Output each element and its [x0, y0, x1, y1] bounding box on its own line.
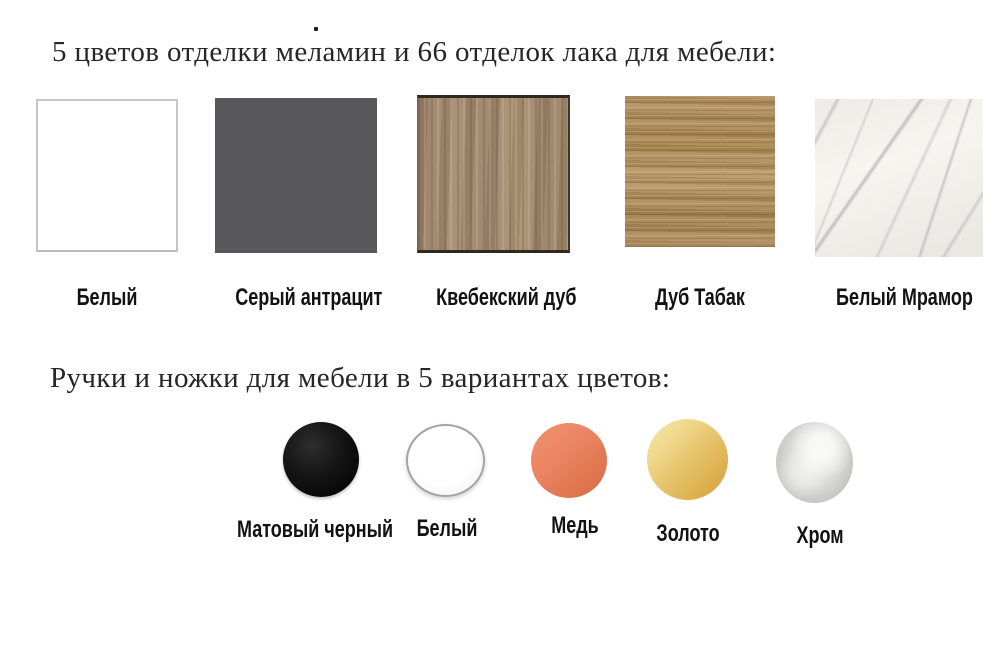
swatch-hardware-gold [647, 419, 728, 500]
hardware-section-title: Ручки и ножки для мебели в 5 вариантах цветов: [50, 362, 671, 394]
swatch-label-hardware-white: Белый [416, 515, 478, 542]
swatch-hardware-matte-black [283, 422, 359, 497]
swatch-label-tobacco-oak: Дуб Табак [655, 284, 745, 311]
stray-dot-artifact [314, 27, 318, 31]
swatch-label-white-marble: Белый Мрамор [836, 284, 973, 311]
swatch-label-quebec-oak: Квебекский дуб [436, 284, 577, 311]
swatch-hardware-chrome [776, 422, 853, 503]
swatch-label-matte-black: Матовый черный [237, 516, 394, 543]
melamine-section-title: 5 цветов отделки меламин и 66 отделок лака для мебели: [52, 36, 777, 68]
swatch-melamine-white [36, 99, 178, 252]
swatch-hardware-white [406, 424, 485, 497]
swatch-label-anthracite-gray: Серый антрацит [235, 284, 383, 311]
swatch-melamine-tobacco-oak [625, 96, 775, 247]
swatch-melamine-quebec-oak [417, 95, 570, 253]
swatch-melamine-white-marble [815, 99, 983, 257]
swatch-melamine-anthracite-gray [215, 98, 377, 253]
swatch-hardware-copper [531, 423, 607, 498]
swatch-label-chrome: Хром [796, 522, 844, 549]
swatch-label-copper: Медь [551, 512, 599, 539]
swatch-label-white: Белый [76, 284, 138, 311]
swatch-label-gold: Золото [656, 520, 720, 547]
